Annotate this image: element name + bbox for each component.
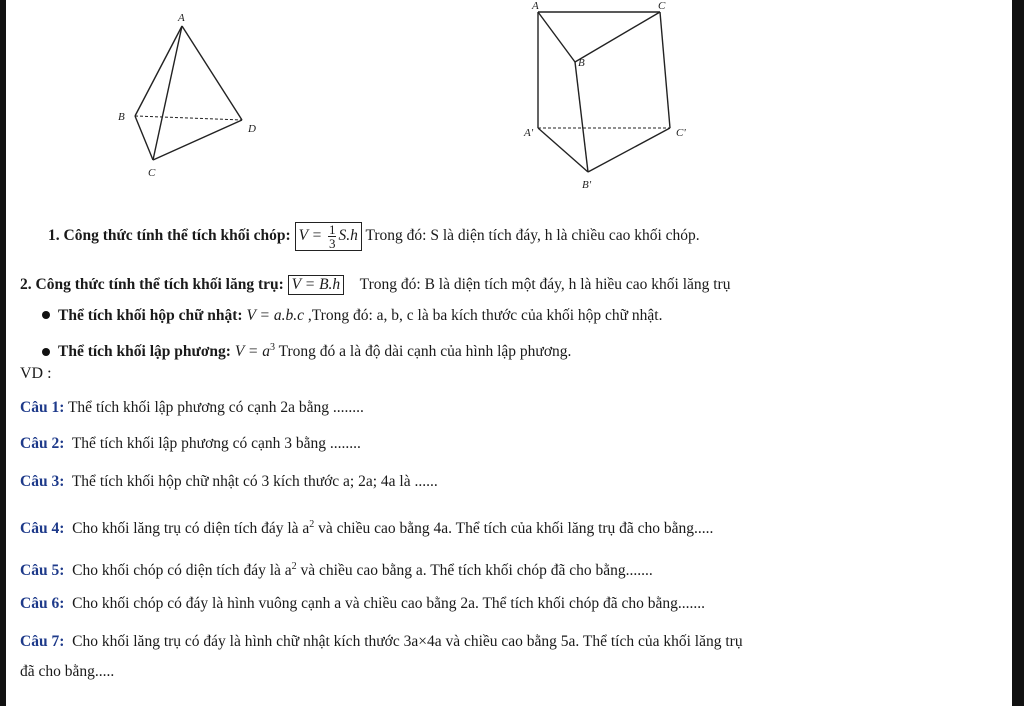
question-5: Câu 5: Cho khối chóp có diện tích đáy là $a^2$ và chiều cao bằng a. Thể tích khối chóp đã cho bằng....... <box>20 561 653 580</box>
bullet-icon <box>42 311 50 319</box>
question-2: Câu 2: Thể tích khối lập phương có cạnh 3 bằng ........ <box>20 435 361 452</box>
question-1: Câu 1: Thể tích khối lập phương có cạnh 2a bằng ........ <box>20 399 364 416</box>
prism-label-b: B <box>578 57 585 69</box>
pyramid-formula: V = $\frac{1}{3}$ S.h <box>295 222 362 251</box>
question-4: Câu 4: Cho khối lăng trụ có diện tích đáy là $a^2$ và chiều cao bằng 4a. Thể tích của khối lăng trụ đã cho bằng..... <box>20 519 714 538</box>
pyramid-label-b: B <box>118 111 125 123</box>
question-6: Câu 6: Cho khối chóp có đáy là hình vuông cạnh a và chiều cao bằng 2a. Thể tích khối chóp đã cho bằng....... <box>20 595 705 612</box>
left-edge-bar <box>0 0 6 706</box>
prism-label-a1: A' <box>524 127 534 139</box>
section1-line <box>48 222 700 251</box>
question-7-continuation: đã cho bằng..... <box>20 663 115 680</box>
bullet-icon <box>42 348 50 356</box>
question-3: Câu 3: Thể tích khối hộp chữ nhật có 3 kích thước a; 2a; 4a là ...... <box>20 473 438 490</box>
section1-title: 1. Công thức tính thể tích khối chóp: <box>48 227 291 245</box>
prism-figure <box>520 0 720 195</box>
bullet-cube-volume: Thể tích khối lập phương: $V = a^3$ Trong đó a là độ dài cạnh của hình lập phương. <box>42 338 571 362</box>
prism-formula: V = B.h <box>288 275 345 295</box>
pyramid-label-d: D <box>248 123 256 135</box>
bullet-box-volume: Thể tích khối hộp chữ nhật: V = a.b.c ,Trong đó: a, b, c là ba kích thước của khối hộp chữ nhật. <box>42 306 662 326</box>
right-edge-bar <box>1012 0 1024 706</box>
section2-title: 2. Công thức tính thể tích khối lăng trụ: <box>20 276 284 293</box>
pyramid-label-a: A <box>178 12 185 24</box>
section2-desc: Trong đó: B là diện tích một đáy, h là hiều cao khối lăng trụ <box>359 276 731 293</box>
pyramid-figure <box>110 8 270 186</box>
section2-line <box>20 275 730 295</box>
question-7: Câu 7: Cho khối lăng trụ có đáy là hình chữ nhật kích thước 3a×4a và chiều cao bằng 5a. Thể tích của khối lăng trụ <box>20 633 743 650</box>
prism-label-a: A <box>532 0 539 12</box>
prism-label-b1: B' <box>582 179 592 191</box>
pyramid-label-c: C <box>148 167 156 179</box>
prism-label-c1: C' <box>676 127 686 139</box>
section1-desc: Trong đó: S là diện tích đáy, h là chiều cao khối chóp. <box>365 227 700 245</box>
prism-label-c: C <box>658 0 666 12</box>
example-label: VD : <box>20 365 52 382</box>
